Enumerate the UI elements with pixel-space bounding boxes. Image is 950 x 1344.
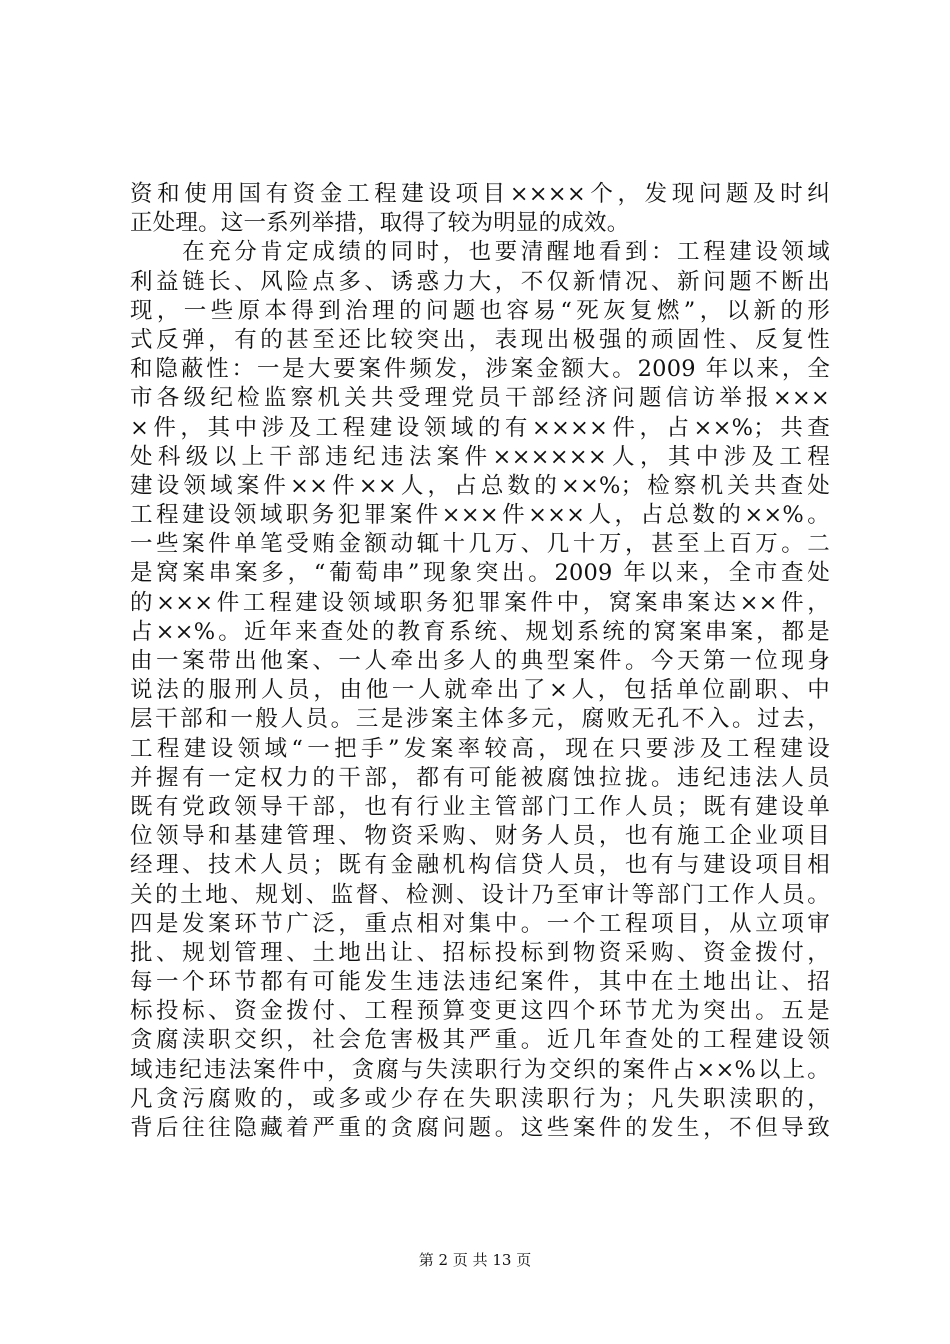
- text-line: 层干部和一般人员。三是涉案主体多元，腐败无孔不入。过去，: [130, 706, 830, 733]
- text-line: 四是发案环节广泛，重点相对集中。一个工程项目，从立项审: [130, 910, 830, 937]
- text-line: 批、规划管理、土地出让、招标投标到物资采购、资金拨付，: [130, 939, 830, 966]
- text-line: 式反弹，有的甚至还比较突出，表现出极强的顽固性、反复性: [130, 326, 830, 353]
- text-line: 每一个环节都有可能发生违法违纪案件，其中在土地出让、招: [130, 969, 830, 996]
- text-line: 标投标、资金拨付、工程预算变更这四个环节尤为突出。五是: [130, 998, 830, 1025]
- text-line: 占××%。近年来查处的教育系统、规划系统的窝案串案，都是: [130, 618, 830, 645]
- text-line: 工程建设领域“一把手”发案率较高，现在只要涉及工程建设: [130, 735, 830, 762]
- text-line: 在充分肯定成绩的同时，也要清醒地看到：工程建设领域: [130, 239, 830, 266]
- text-line: 和隐蔽性：一是大要案件频发，涉案金额大。2009 年以来，全: [130, 356, 830, 383]
- text-line: 背后往往隐藏着严重的贪腐问题。这些案件的发生，不但导致: [130, 1115, 830, 1141]
- text-line: 并握有一定权力的干部，都有可能被腐蚀拉拢。违纪违法人员: [130, 764, 830, 791]
- text-line: 现，一些原本得到治理的问题也容易“死灰复燃”，以新的形: [130, 297, 830, 324]
- text-line: 由一案带出他案、一人牵出多人的典型案件。今天第一位现身: [130, 648, 830, 674]
- text-line: 的×××件工程建设领域职务犯罪案件中，窝案串案达××件，: [130, 589, 830, 616]
- text-line: 工程建设领域职务犯罪案件×××件×××人，占总数的××%。: [130, 502, 830, 529]
- page-number-footer: 第 2 页 共 13 页: [418, 1251, 532, 1269]
- text-line: 建设领域案件××件××人，占总数的××%；检察机关共查处: [130, 472, 830, 499]
- text-line: ×件，其中涉及工程建设领域的有××××件，占××%；共查: [130, 414, 830, 441]
- text-line: 正处理。这一系列举措，取得了较为明显的成效。: [130, 210, 630, 237]
- text-line: 处科级以上干部违纪违法案件××××××人，其中涉及工程: [130, 443, 830, 470]
- text-line: 凡贪污腐败的，或多或少存在失职渎职行为；凡失职渎职的，: [130, 1085, 830, 1112]
- text-line: 利益链长、风险点多、诱惑力大，不仅新情况、新问题不断出: [130, 268, 830, 295]
- text-line: 位领导和基建管理、物资采购、财务人员，也有施工企业项目: [130, 823, 830, 850]
- body-text: [130, 180, 830, 1143]
- text-line: 是窝案串案多，“葡萄串”现象突出。2009 年以来，全市查处: [130, 560, 830, 587]
- text-line: 经理、技术人员；既有金融机构信贷人员，也有与建设项目相: [130, 852, 830, 879]
- text-line: 资和使用国有资金工程建设项目××××个，发现问题及时纠: [130, 181, 830, 207]
- text-line: 域违纪违法案件中，贪腐与失渎职行为交织的案件占××%以上。: [130, 1056, 830, 1083]
- text-line: 既有党政领导干部，也有行业主管部门工作人员；既有建设单: [130, 793, 830, 820]
- text-line: 贪腐渎职交织，社会危害极其严重。近几年查处的工程建设领: [130, 1027, 830, 1054]
- text-line: 市各级纪检监察机关共受理党员干部经济问题信访举报×××: [130, 385, 830, 412]
- text-line: 说法的服刑人员，由他一人就牵出了×人，包括单位副职、中: [130, 677, 830, 704]
- text-line: 一些案件单笔受贿金额动辄十几万、几十万，甚至上百万。二: [130, 531, 830, 558]
- text-line: 关的土地、规划、监督、检测、设计乃至审计等部门工作人员。: [130, 881, 830, 908]
